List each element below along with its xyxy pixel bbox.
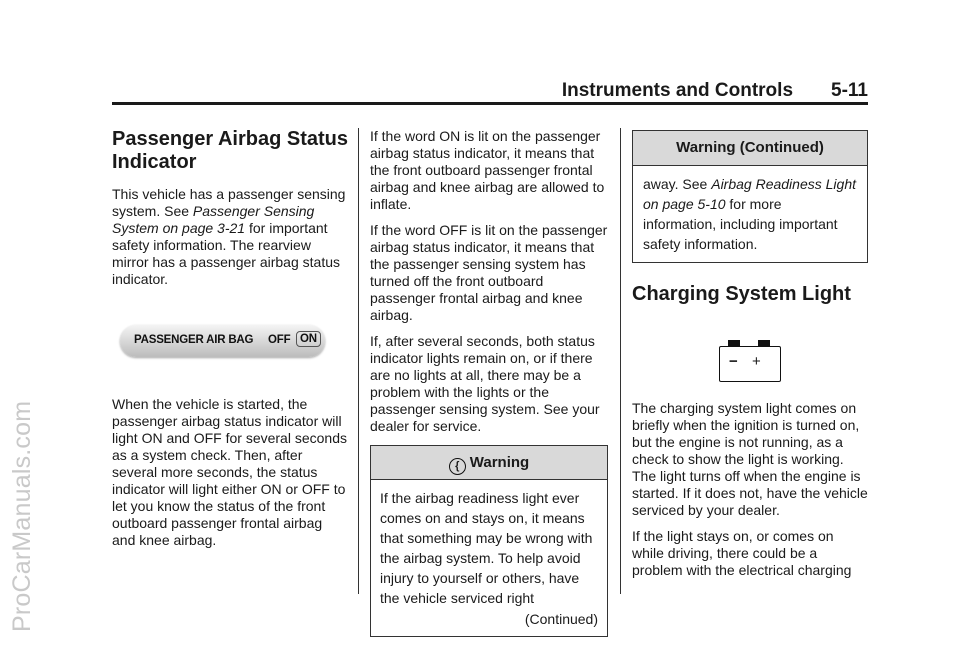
text: away. See — [643, 176, 712, 192]
warning-icon: { — [449, 458, 466, 475]
continued-label: (Continued) — [524, 611, 598, 627]
column-2 — [370, 128, 608, 637]
warning-box — [370, 445, 608, 637]
header-rule — [112, 102, 868, 105]
paragraph: If the word OFF is lit on the passenger airbag status indicator, it means that the passenger sensing system has turned off the front outboard passenger frontal airbag and knee airbag. — [370, 222, 608, 323]
cross-reference: Airbag Readiness Light on page 5-10 — [643, 176, 856, 212]
text: for more information, including important safety information. — [643, 196, 838, 252]
paragraph: If the light stays on, or comes on while driving, there could be a problem with the electrical charging — [632, 528, 852, 578]
column-1-lower — [112, 396, 348, 558]
section-heading-charging: Charging System Light — [632, 283, 851, 305]
paragraph: When the vehicle is started, the passenger airbag status indicator will light ON and OFF for several seconds as a system check. Then, after several more seconds, the status indicator will light either ON or OFF to let you know the status of the front outboard passenger frontal airbag and knee airbag. — [112, 396, 347, 548]
warning-continued-body — [633, 166, 867, 262]
battery-icon — [728, 340, 780, 384]
warning-text: If the airbag readiness light ever comes on and stays on, it means that something may be wrong with the airbag system. To help avoid injury to yourself or others, have the vehicle serviced right — [380, 490, 593, 606]
page-number: 5-11 — [831, 80, 868, 101]
watermark: ProCarManuals.com — [8, 400, 36, 632]
column-divider — [620, 128, 621, 594]
paragraph — [112, 186, 348, 288]
cross-reference: Passenger Sensing System on page 3-21 — [112, 203, 315, 236]
passenger-airbag-indicator-image — [120, 325, 325, 357]
text: This vehicle has a passenger sensing system. See — [112, 186, 346, 219]
warning-header — [371, 446, 607, 480]
paragraph: If, after several seconds, both status indicator lights remain on, or if there are no lights at all, there may be a problem with the lights or the passenger sensing system. See your dealer for service. — [370, 333, 600, 434]
warning-continued-header: Warning (Continued) — [633, 131, 867, 166]
page-header — [112, 80, 868, 102]
indicator-label: PASSENGER AIR BAG — [134, 334, 254, 346]
indicator-on: ON — [296, 331, 321, 347]
text: for important safety information. The rearview mirror has a passenger airbag status indicator. — [112, 220, 340, 287]
paragraph: The charging system light comes on briefly when the ignition is turned on, but the engine is not running, as a check to show the light is working. The light turns off when the engine is started. If it does not, have the vehicle serviced by your dealer. — [632, 400, 868, 518]
column-1 — [112, 128, 348, 297]
warning-body — [371, 480, 607, 636]
plus-icon: + — [752, 353, 761, 370]
section-title: Instruments and Controls — [561, 80, 794, 101]
minus-icon: − — [729, 353, 738, 370]
indicator-off: OFF — [268, 334, 291, 346]
paragraph: If the word ON is lit on the passenger airbag status indicator, it means that the front outboard passenger frontal airbag and knee airbag are allowed to inflate. — [370, 128, 605, 212]
column-divider — [358, 128, 359, 594]
warning-continued-box — [632, 130, 868, 263]
column-3 — [632, 130, 868, 588]
section-heading-airbag: Passenger Airbag Status Indicator — [112, 128, 349, 173]
warning-title: Warning — [469, 454, 530, 471]
